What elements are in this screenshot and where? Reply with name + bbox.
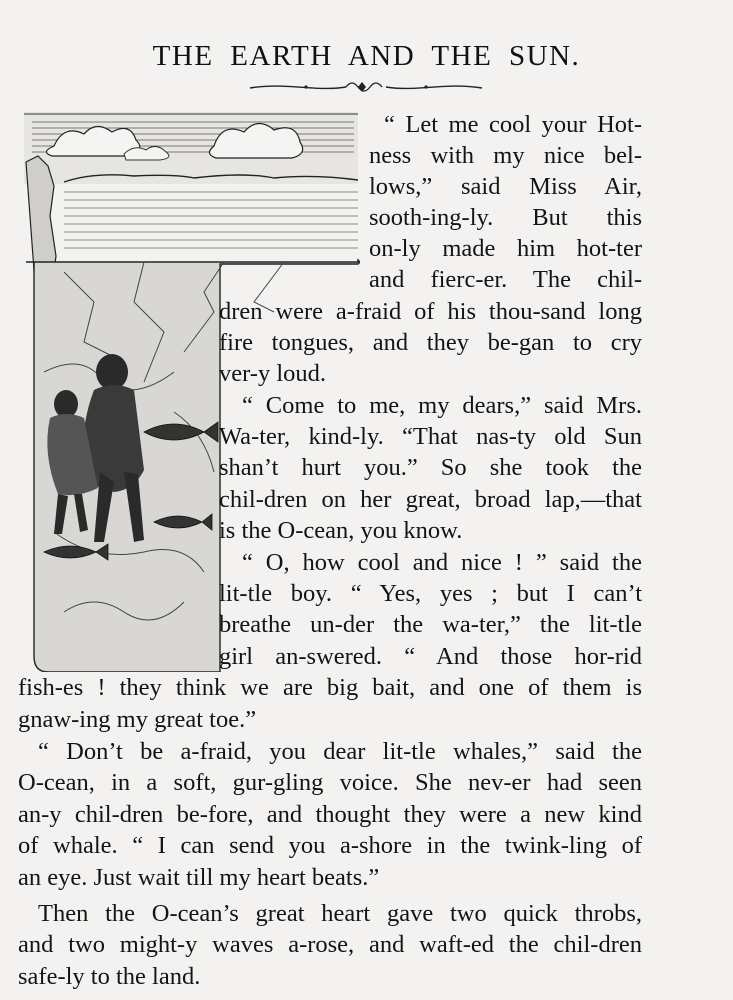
text-line: girl an-swered. “ And those hor-rid [219,643,642,670]
text-line: fish-es ! they think we are big bait, and one of them is [18,674,642,701]
text-line: ver-y loud. [219,360,327,387]
text-line: gnaw-ing my great toe.” [18,706,257,733]
text-line: and two might-y waves a-rose, and waft-ed the chil-dren [18,931,642,958]
text-line: lit-tle boy. “ Yes, yes ; but I can’t [219,580,642,607]
chapter-title: THE EARTH AND THE SUN. [152,40,581,72]
text-line: breathe un-der the wa-ter,” the lit-tle [219,611,642,638]
text-line: “ Let me cool your Hot- [384,111,642,138]
text-line: chil-dren on her great, broad lap,—that [219,486,642,513]
text-line: Then the O-cean’s great heart gave two quick throbs, [38,900,642,927]
text-line: O-cean, in a soft, gur-gling voice. She nev-er had seen [18,769,642,796]
text-line: Wa-ter, kind-ly. “That nas-ty old Sun [219,423,642,450]
text-line: is the O-cean, you know. [219,517,463,544]
text-line: “ O, how cool and nice ! ” said the [242,549,642,576]
text-line: an eye. Just wait till my heart beats.” [18,864,380,891]
text-line: sooth-ing-ly. But this [369,204,642,231]
text-line: on-ly made him hot-ter [369,235,642,262]
text-line: fire tongues, and they be-gan to cry [219,329,642,356]
text-line: of whale. “ I can send you a-shore in the twink-ling of [18,832,642,859]
text-line: “ Come to me, my dears,” said Mrs. [242,392,642,419]
text-line: shan’t hurt you.” So she took the [219,454,642,481]
title-ornament [246,76,486,98]
text-line: “ Don’t be a-fraid, you dear lit-tle whales,” said the [38,738,642,765]
text-line: dren were a-fraid of his thou-sand long [219,298,642,325]
text-line: ness with my nice bel- [369,142,642,169]
text-line: safe-ly to the land. [18,963,201,990]
text-line: lows,” said Miss Air, [369,173,642,200]
text-line: an-y chil-dren be-fore, and thought they were a new kind [18,801,642,828]
text-line: and fierc-er. The chil- [369,266,642,293]
